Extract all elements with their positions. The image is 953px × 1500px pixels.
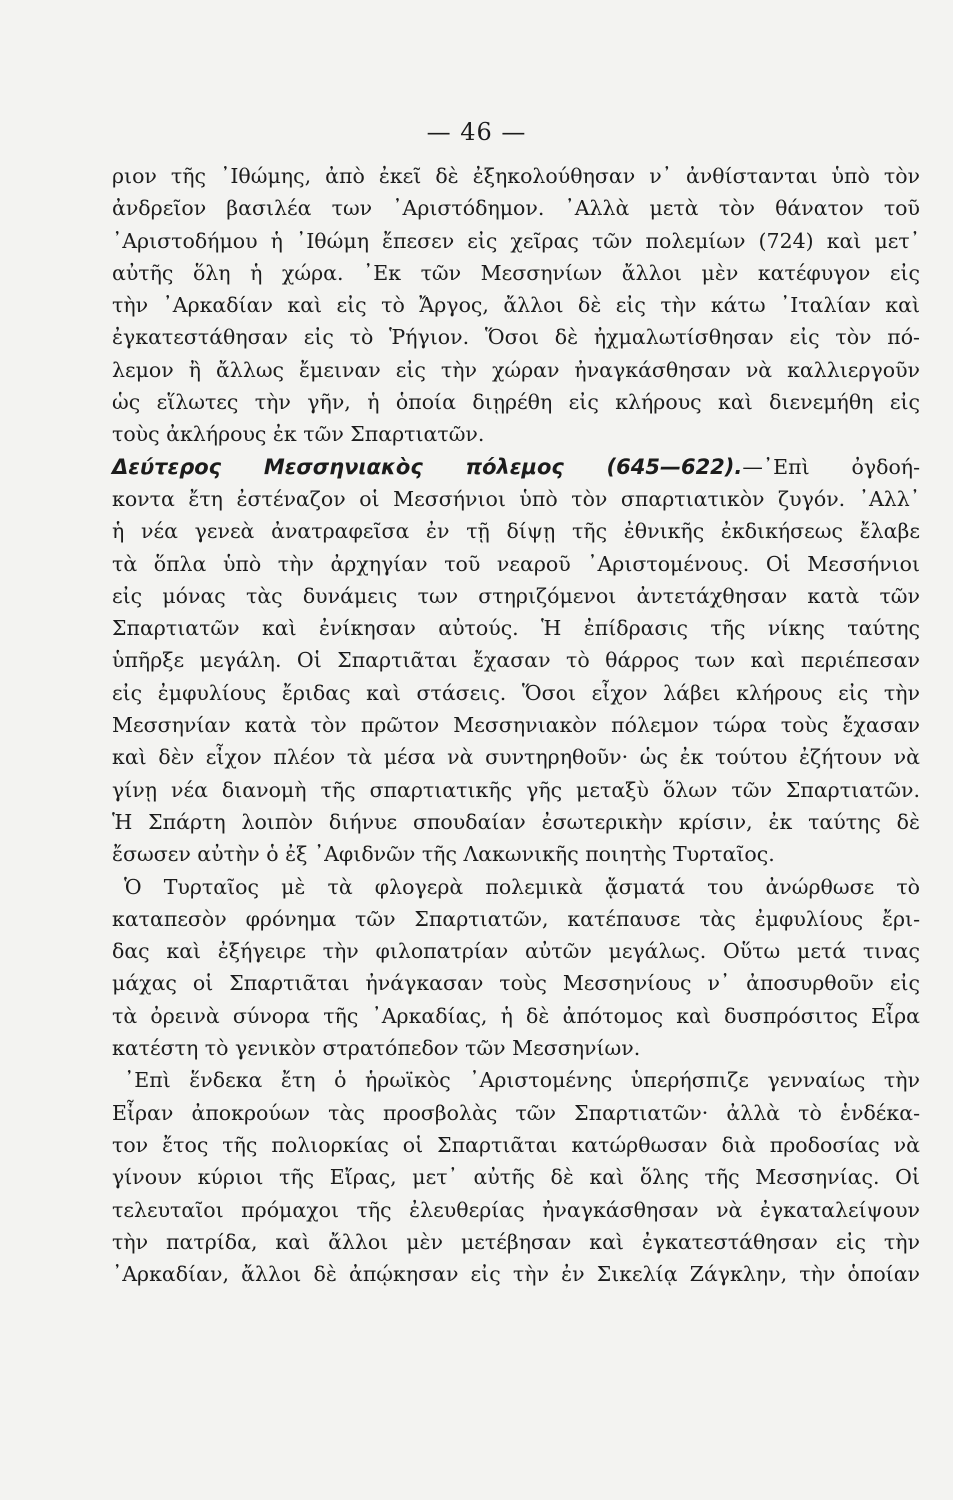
text-line: τὰ ὀρεινὰ σύνορα τῆς ᾿Αρκαδίας, ἡ δὲ ἀπότομος καὶ δυσπρόσιτος Εἶρα [112,1003,920,1028]
text-line: ᾿Αρκαδίαν, ἄλλοι δὲ ἀπῴκησαν εἰς τὴν ἐν Σικελίᾳ Ζάγκλην, τὴν ὁποίαν [112,1262,920,1287]
text-line: εἰς ἐμφυλίους ἔριδας καὶ στάσεις. Ὅσοι εἶχον λάβει κλήρους εἰς τὴν [112,680,920,705]
text-line: ἀνδρεῖον βασιλέα των ᾿Αριστόδημον. ᾿Αλλὰ μετὰ τὸν θάνατον τοῦ [112,196,920,221]
text-line: καταπεσὸν φρόνημα τῶν Σπαρτιατῶν, κατέπαυσε τὰς ἐμφυλίους ἔρι- [112,906,920,931]
text-line: ᾿Αριστοδήμου ἡ ᾿Ιθώμη ἔπεσεν εἰς χεῖρας τῶν πολεμίων (724) καὶ μετ᾿ [112,228,920,253]
text-line: κατέστη τὸ γενικὸν στρατόπεδον τῶν Μεσσηνίων. [112,1036,641,1061]
text-line: τὴν ᾿Αρκαδίαν καὶ εἰς τὸ Ἄργος, ἄλλοι δὲ εἰς τὴν κάτω ᾿Ιταλίαν καὶ [112,293,920,318]
text-line: γίνῃ νέα διανομὴ τῆς σπαρτιατικῆς γῆς μεταξὺ ὅλων τῶν Σπαρτιατῶν. [112,777,920,802]
text-line: αὐτῆς ὅλη ἡ χώρα. ᾿Εκ τῶν Μεσσηνίων ἄλλοι μὲν κατέφυγον εἰς [112,260,920,285]
page-number: — 46 — [426,118,527,146]
text-line: Ὁ Τυρταῖος μὲ τὰ φλογερὰ πολεμικὰ ᾄσματά του ἀνώρθωσε τὸ [124,874,920,899]
text-line: ριον τῆς ᾿Ιθώμης, ἀπὸ ἐκεῖ δὲ ἐξηκολούθησαν ν᾿ ἀνθίστανται ὑπὸ τὸν [112,164,920,188]
section-heading: Δεύτερος Μεσσηνιακὸς πόλεμος (645—622). [112,454,743,479]
text-line: λεμον ἢ ἄλλως ἔμειναν εἰς τὴν χώραν ἠναγκάσθησαν νὰ καλλιεργοῦν [112,357,920,382]
body-text [112,160,920,1290]
text-line: δας καὶ ἐξήγειρε τὴν φιλοπατρίαν αὐτῶν μεγάλως. Οὕτω μετά τινας [112,939,920,964]
text-line: τον ἔτος τῆς πολιορκίας οἱ Σπαρτιᾶται κατώρθωσαν διὰ προδοσίας νὰ [112,1132,920,1157]
text-line-continuation: —᾿Επὶ ὀγδοή- [742,454,920,479]
text-line: κοντα ἔτη ἐστέναζον οἱ Μεσσήνιοι ὑπὸ τὸν σπαρτιατικὸν ζυγόν. ᾿Αλλ᾿ [112,486,920,511]
text-line: εἰς μόνας τὰς δυνάμεις των στηριζόμενοι ἀντετάχθησαν κατὰ τῶν [112,583,920,608]
text-line: ἡ νέα γενεὰ ἀνατραφεῖσα ἐν τῇ δίψῃ τῆς ἐθνικῆς ἐκδικήσεως ἔλαβε [112,519,920,544]
text-line: ὡς εἵλωτες τὴν γῆν, ἡ ὁποία διῃρέθη εἰς κλήρους καὶ διενεμήθη εἰς [112,390,920,415]
text-line: ᾿Επὶ ἕνδεκα ἔτη ὁ ἡρωϊκὸς ᾿Αριστομένης ὑπερήσπιζε γενναίως τὴν [124,1068,920,1093]
text-line: τελευταῖοι πρόμαχοι τῆς ἐλευθερίας ἠναγκάσθησαν νὰ ἐγκαταλείψουν [112,1197,920,1222]
text-line: Σπαρτιατῶν καὶ ἐνίκησαν αὐτούς. Ἡ ἐπίδρασις τῆς νίκης ταύτης [112,616,920,641]
text-line: γίνουν κύριοι τῆς Εἴρας, μετ᾿ αὐτῆς δὲ καὶ ὅλης τῆς Μεσσηνίας. Οἱ [112,1165,920,1190]
text-line: μάχας οἱ Σπαρτιᾶται ἠνάγκασαν τοὺς Μεσσηνίους ν᾿ ἀποσυρθοῦν εἰς [112,971,920,996]
text-line: Εἶραν ἀποκρούων τὰς προσβολὰς τῶν Σπαρτιατῶν· ἀλλὰ τὸ ἑνδέκα- [112,1100,920,1125]
text-line: τοὺς ἀκλήρους ἐκ τῶν Σπαρτιατῶν. [112,422,485,447]
text-line: Ἡ Σπάρτη λοιπὸν διήνυε σπουδαίαν ἐσωτερικὴν κρίσιν, ἐκ ταύτης δὲ [112,809,920,834]
text-line: ἔσωσεν αὐτὴν ὁ ἐξ ᾿Αφιδνῶν τῆς Λακωνικῆς ποιητὴς Τυρταῖος. [112,842,775,867]
text-line: ὑπῆρξε μεγάλη. Οἱ Σπαρτιᾶται ἔχασαν τὸ θάρρος των καὶ περιέπεσαν [112,648,920,673]
text-line: ἐγκατεστάθησαν εἰς τὸ Ῥήγιον. Ὅσοι δὲ ἠχμαλωτίσθησαν εἰς τὸν πό- [112,325,920,350]
text-line: τὴν πατρίδα, καὶ ἄλλοι μὲν μετέβησαν καὶ ἐγκατεστάθησαν εἰς τὴν [112,1229,920,1254]
section-heading-line [112,451,920,483]
text-line: τὰ ὅπλα ὑπὸ τὴν ἀρχηγίαν τοῦ νεαροῦ ᾿Αριστομένους. Οἱ Μεσσήνιοι [112,551,920,576]
text-line: Μεσσηνίαν κατὰ τὸν πρῶτον Μεσσηνιακὸν πόλεμον τώρα τοὺς ἔχασαν [112,713,920,738]
text-line: καὶ δὲν εἶχον πλέον τὰ μέσα νὰ συντηρηθοῦν· ὡς ἐκ τούτου ἐζήτουν νὰ [112,745,920,770]
